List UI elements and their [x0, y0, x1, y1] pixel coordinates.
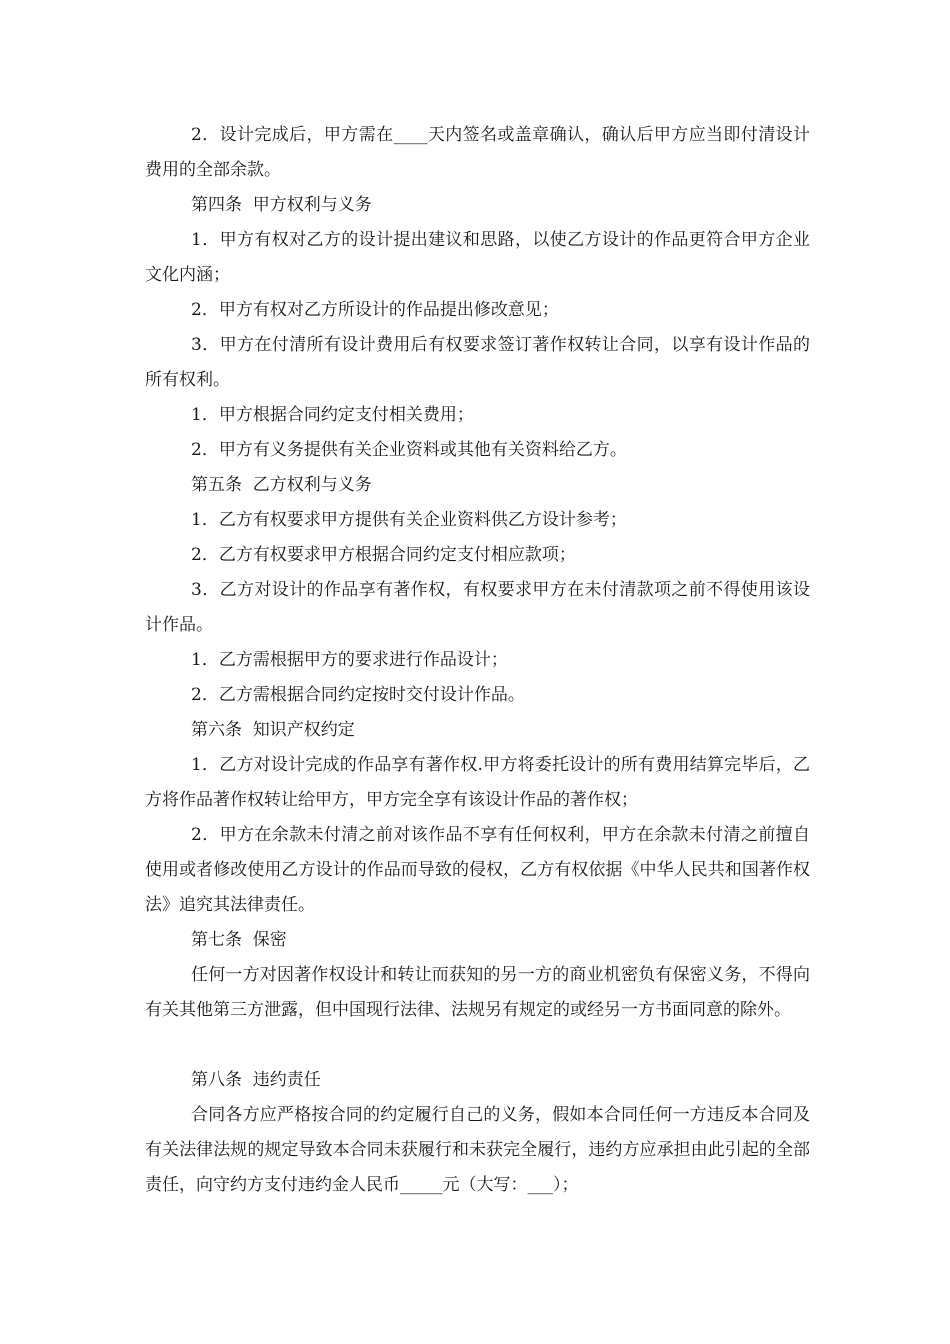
article-5-heading: 第五条 乙方权利与义务: [191, 475, 372, 495]
paragraph-party-a-right-2: 2．甲方有权对乙方所设计的作品提出修改意见；: [191, 300, 559, 320]
document-body: [145, 118, 810, 1203]
paragraph-breach-liability: 合同各方应严格按合同的约定履行自己的义务，假如本合同任何一方违反本合同及有关法律法规的规定导致本合同未获履行和未获完全履行，违约方应承担由此引起的全部责任，向守约方支付违约金人民币_____元（大写：___）；: [145, 1105, 810, 1195]
paragraph-party-b-duty-2: 2．乙方需根据合同约定按时交付设计作品。: [191, 685, 525, 705]
article-8-heading: 第八条 违约责任: [191, 1070, 321, 1090]
paragraph-party-a-right-3: 3．甲方在付清所有设计费用后有权要求签订著作权转让合同，以享有设计作品的所有权利。: [145, 335, 810, 390]
article-7-heading: 第七条 保密: [191, 930, 287, 950]
article-4-heading: 第四条 甲方权利与义务: [191, 195, 372, 215]
paragraph-design-confirmation: 2．设计完成后，甲方需在____天内签名或盖章确认，确认后甲方应当即付清设计费用的全部余款。: [145, 125, 810, 180]
paragraph-party-b-right-3: 3．乙方对设计的作品享有著作权，有权要求甲方在未付清款项之前不得使用该设计作品。: [145, 580, 810, 635]
paragraph-ip-2: 2．甲方在余款未付清之前对该作品不享有任何权利，甲方在余款未付清之前擅自使用或者修改使用乙方设计的作品而导致的侵权，乙方有权依据《中华人民共和国著作权法》追究其法律责任。: [145, 825, 810, 915]
paragraph-party-a-duty-2: 2．甲方有义务提供有关企业资料或其他有关资料给乙方。: [191, 440, 627, 460]
paragraph-party-a-right-1: 1．甲方有权对乙方的设计提出建议和思路，以使乙方设计的作品更符合甲方企业文化内涵；: [145, 230, 810, 285]
paragraph-party-b-right-1: 1．乙方有权要求甲方提供有关企业资料供乙方设计参考；: [191, 510, 627, 530]
article-6-heading: 第六条 知识产权约定: [191, 720, 355, 740]
paragraph-party-b-duty-1: 1．乙方需根据甲方的要求进行作品设计；: [191, 650, 508, 670]
paragraph-ip-1: 1．乙方对设计完成的作品享有著作权.甲方将委托设计的所有费用结算完毕后，乙方将作品著作权转让给甲方，甲方完全享有该设计作品的著作权；: [145, 755, 810, 810]
paragraph-confidentiality: 任何一方对因著作权设计和转让而获知的另一方的商业机密负有保密义务，不得向有关其他第三方泄露，但中国现行法律、法规另有规定的或经另一方书面同意的除外。: [145, 965, 810, 1020]
paragraph-party-a-duty-1: 1．甲方根据合同约定支付相关费用；: [191, 405, 474, 425]
paragraph-party-b-right-2: 2．乙方有权要求甲方根据合同约定支付相应款项；: [191, 545, 576, 565]
